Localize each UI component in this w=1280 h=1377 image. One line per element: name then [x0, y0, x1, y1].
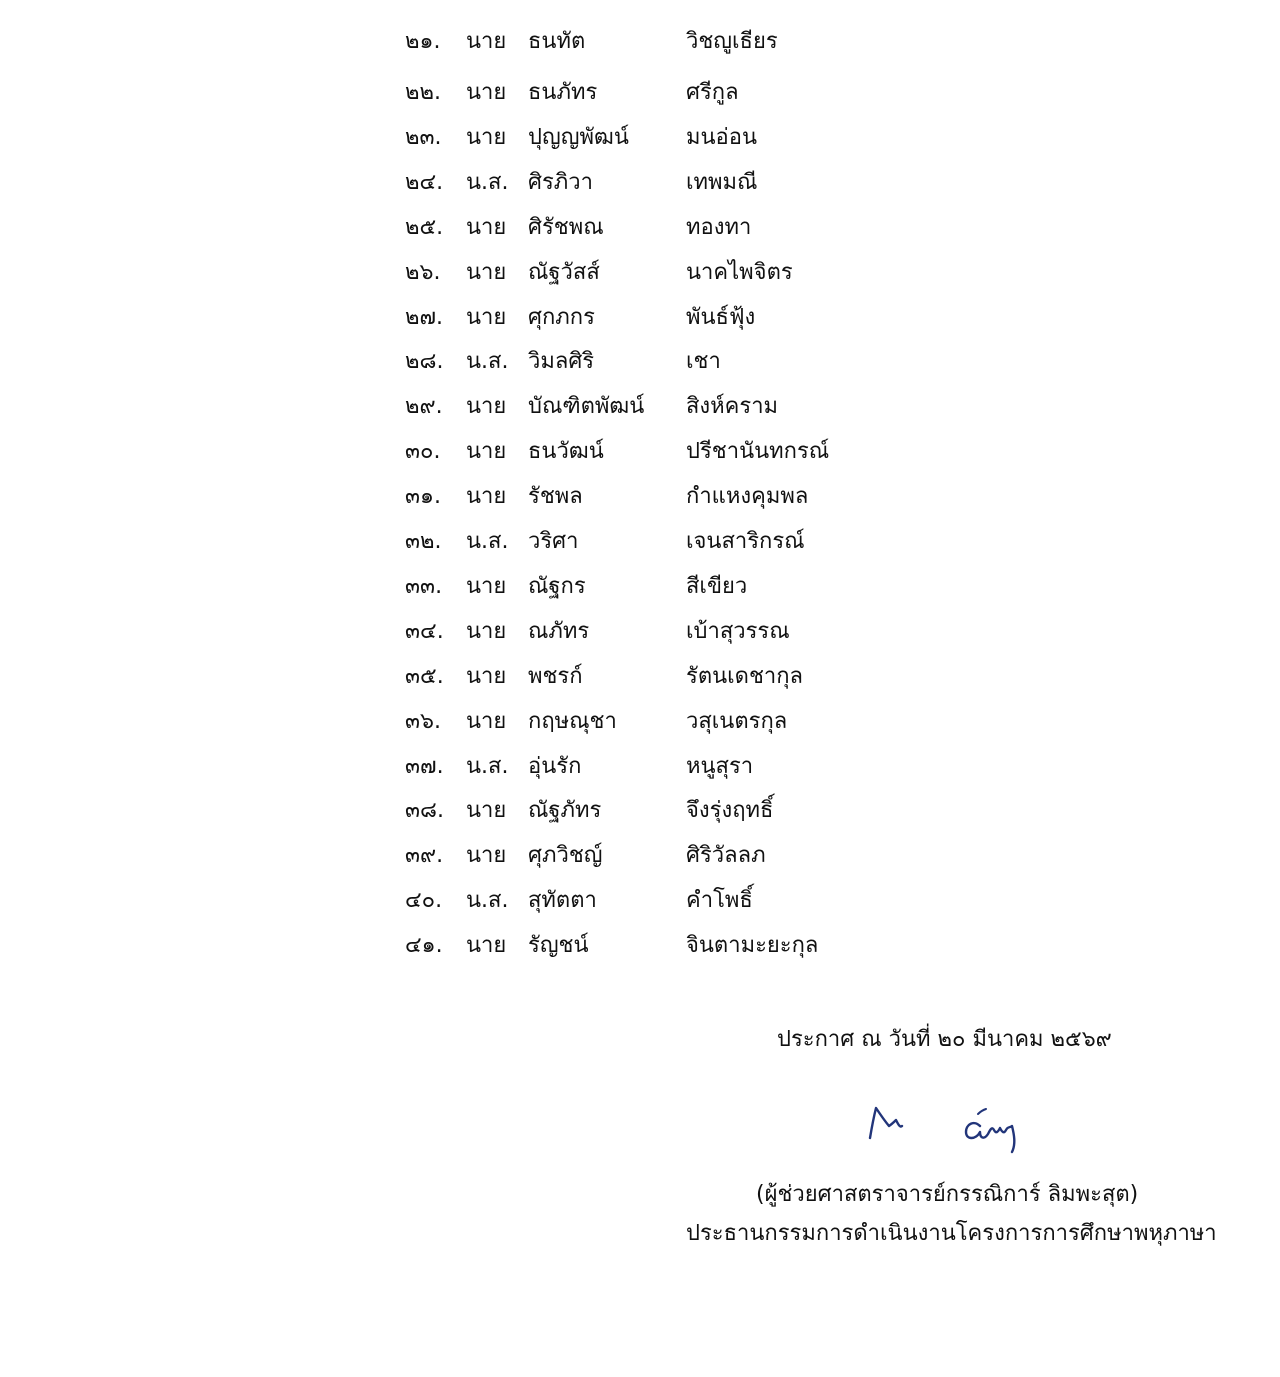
participant-last-name: กำแหงคุมพล [686, 484, 809, 510]
participant-first-name: รัญชน์ [528, 933, 589, 959]
participant-title: นาย [466, 484, 507, 510]
participant-first-name: วริศา [528, 529, 579, 554]
participant-row [0, 791, 1280, 831]
participant-title: นาย [466, 933, 507, 959]
signatory-position: ประธานกรรมการดำเนินงานโครงการการศึกษาพหุภาษา [686, 1221, 1217, 1246]
participant-number: ๓๘. [405, 798, 445, 824]
participant-row [0, 702, 1280, 742]
participant-first-name: ศิรภิวา [528, 169, 593, 195]
participant-number: ๒๘. [405, 349, 444, 375]
participant-first-name: ธนทัต [528, 29, 586, 54]
participant-row [0, 298, 1280, 338]
participant-title: นาย [466, 708, 507, 734]
participant-number: ๒๙. [405, 394, 443, 420]
participant-last-name: พันธ์ฟุ้ง [686, 304, 756, 330]
participant-number: ๔๐. [405, 888, 443, 914]
participant-number: ๒๒. [405, 80, 441, 105]
participant-number: ๒๔. [405, 169, 444, 195]
participant-title: นาย [466, 304, 507, 330]
participant-last-name: เทพมณี [686, 169, 758, 195]
participant-row [0, 342, 1280, 382]
participant-last-name: วิชญูเธียร [686, 29, 778, 54]
participant-row [0, 432, 1280, 472]
participant-title: นาย [466, 394, 507, 420]
participant-title: นาย [466, 843, 507, 869]
participant-last-name: ศิริวัลลภ [686, 843, 766, 869]
participant-title: นาย [466, 29, 507, 54]
participant-first-name: ธนภัทร [528, 80, 598, 105]
participant-number: ๒๖. [405, 259, 441, 285]
signature-image [862, 1096, 1032, 1160]
participant-first-name: ณัฐกร [528, 573, 586, 599]
participant-number: ๒๕. [405, 214, 444, 240]
participant-title: นาย [466, 618, 507, 644]
participant-title: นาย [466, 573, 507, 599]
participant-last-name: ทองทา [686, 214, 752, 240]
participant-last-name: ศรีกูล [686, 80, 739, 105]
participant-first-name: กฤษณุชา [528, 708, 617, 734]
participant-title: น.ส. [466, 349, 509, 375]
participant-number: ๓๓. [405, 573, 443, 599]
participant-first-name: พชรก์ [528, 663, 583, 689]
participant-title: นาย [466, 214, 507, 240]
participant-row [0, 387, 1280, 427]
participant-title: น.ส. [466, 529, 509, 554]
participant-row [0, 747, 1280, 787]
participant-row [0, 477, 1280, 517]
participant-row [0, 657, 1280, 697]
participant-row [0, 612, 1280, 652]
participant-title: น.ส. [466, 888, 509, 914]
participant-title: น.ส. [466, 169, 509, 195]
participant-first-name: รัชพล [528, 484, 583, 510]
participant-row [0, 73, 1280, 113]
participant-last-name: สีเขียว [686, 573, 748, 599]
signatory-name: (ผู้ช่วยศาสตราจารย์กรรณิการ์ ลิมพะสุต) [756, 1182, 1139, 1207]
participant-title: นาย [466, 259, 507, 285]
participant-number: ๒๑. [405, 29, 441, 54]
participant-last-name: ปรีชานันทกรณ์ [686, 439, 830, 465]
participant-first-name: ศุกภกร [528, 304, 595, 330]
participant-number: ๓๗. [405, 753, 444, 779]
participant-number: ๓๕. [405, 663, 444, 689]
participant-first-name: บัณฑิตพัฒน์ [528, 394, 645, 420]
participant-last-name: จึงรุ่งฤทธิ์ [686, 798, 774, 824]
participant-last-name: รัตนเดชากุล [686, 663, 804, 689]
participant-first-name: ณัฐวัสส์ [528, 259, 600, 285]
participant-row [0, 208, 1280, 248]
announcement-date: ประกาศ ณ วันที่ ๒๐ มีนาคม ๒๕๖๙ [777, 1027, 1112, 1052]
participant-first-name: ธนวัฒน์ [528, 439, 604, 465]
participant-number: ๒๓. [405, 124, 442, 150]
participant-first-name: ศิรัชพณ [528, 214, 604, 240]
participant-first-name: อุ่นรัก [528, 753, 582, 779]
participant-last-name: เจนสาริกรณ์ [686, 529, 805, 554]
participant-row [0, 522, 1280, 562]
participant-first-name: ปุญญพัฒน์ [528, 124, 629, 150]
participant-number: ๓๐. [405, 439, 441, 465]
participant-first-name: ณัฐภัทร [528, 798, 602, 824]
participant-title: น.ส. [466, 753, 509, 779]
participant-last-name: สิงห์คราม [686, 394, 779, 420]
participant-row [0, 163, 1280, 203]
participant-row [0, 118, 1280, 158]
participant-first-name: ณภัทร [528, 618, 590, 644]
participant-first-name: สุทัตตา [528, 888, 597, 914]
participant-row [0, 881, 1280, 921]
participant-row [0, 567, 1280, 607]
participant-number: ๓๙. [405, 843, 444, 869]
participant-number: ๒๗. [405, 304, 444, 330]
participant-first-name: ศุภวิชญ์ [528, 843, 603, 869]
participant-last-name: วสุเนตรกุล [686, 708, 788, 734]
participant-title: นาย [466, 124, 507, 150]
participant-title: นาย [466, 439, 507, 465]
participant-last-name: เชา [686, 349, 721, 375]
participant-number: ๔๑. [405, 933, 443, 959]
participant-row [0, 253, 1280, 293]
participant-last-name: นาคไพจิตร [686, 259, 793, 285]
participant-row [0, 22, 1280, 62]
participant-title: นาย [466, 80, 507, 105]
participant-last-name: จินตามะยะกุล [686, 933, 819, 959]
participant-last-name: มนอ่อน [686, 124, 758, 150]
participant-title: นาย [466, 798, 507, 824]
participant-last-name: เบ้าสุวรรณ [686, 618, 790, 644]
participant-number: ๓๑. [405, 484, 441, 510]
participant-row [0, 836, 1280, 876]
participant-title: นาย [466, 663, 507, 689]
participant-row [0, 926, 1280, 966]
participant-last-name: คำโพธิ์ [686, 888, 753, 914]
participant-first-name: วิมลศิริ [528, 349, 595, 375]
participant-last-name: หนูสุรา [686, 753, 754, 779]
participant-number: ๓๒. [405, 529, 442, 554]
participant-number: ๓๔. [405, 618, 444, 644]
participant-number: ๓๖. [405, 708, 441, 734]
